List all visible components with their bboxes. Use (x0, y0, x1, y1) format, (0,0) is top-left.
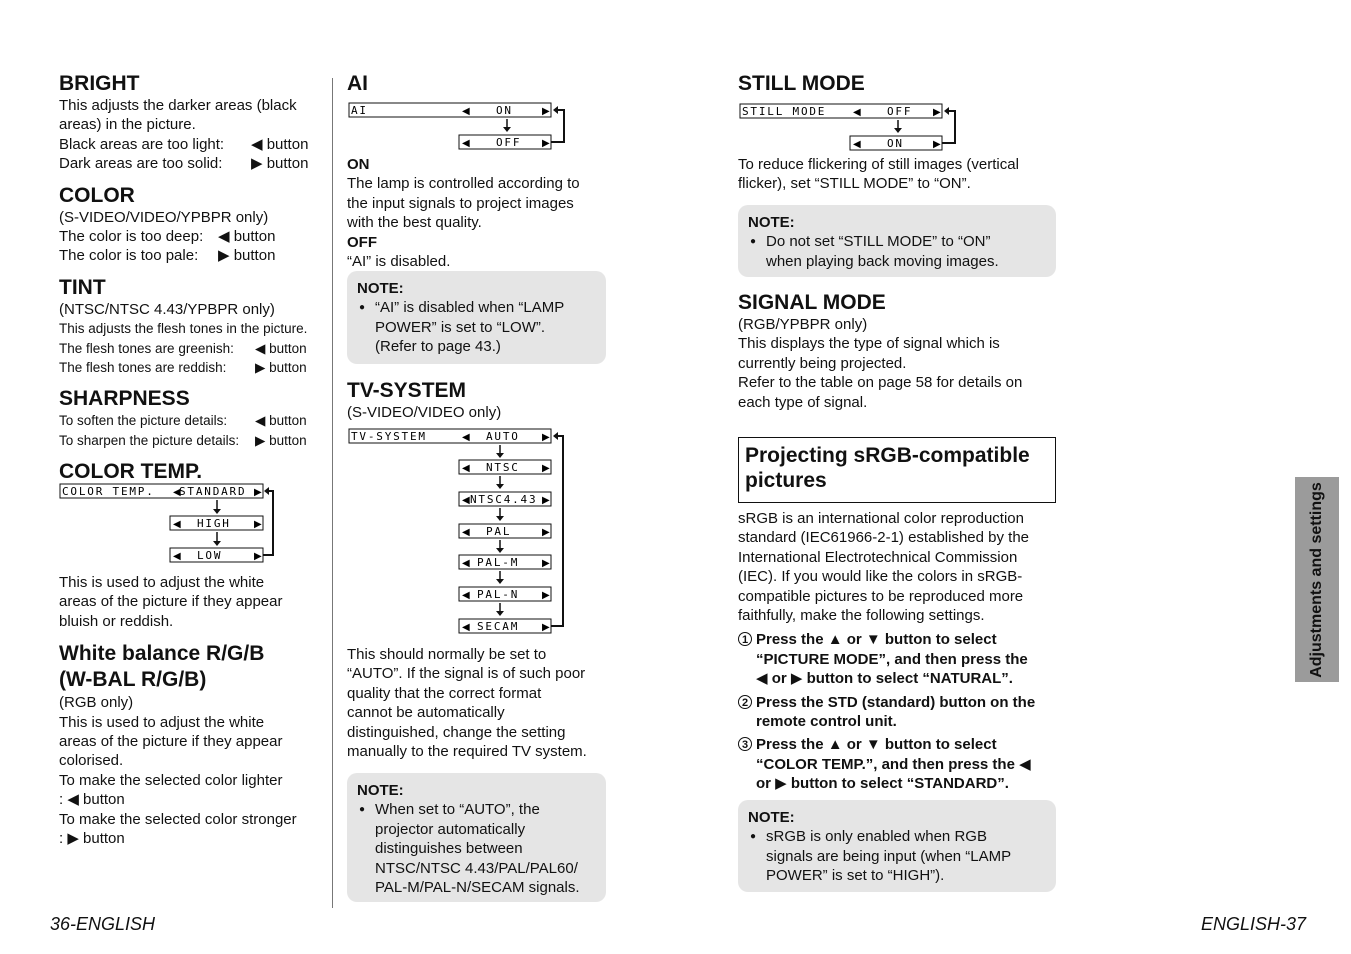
bright-heading: BRIGHT (59, 72, 140, 95)
ai-off-desc: “AI” is disabled. (347, 253, 451, 271)
color-temp-opt-standard: STANDARD (179, 485, 247, 498)
tv-opt-auto: AUTO (486, 430, 520, 443)
svg-text:◀: ◀ (853, 139, 861, 150)
tv-opt-pal-n: PAL-N (477, 588, 520, 601)
srgb-heading-1: Projecting sRGB-compatible (745, 444, 1030, 467)
color-temp-desc-1: This is used to adjust the white (59, 574, 265, 591)
side-tab-label: Adjustments and settings (1308, 481, 1325, 678)
svg-text:▶: ▶ (542, 495, 550, 506)
down-arrow-icon (496, 579, 504, 584)
still-mode-menu-diagram (739, 101, 961, 153)
svg-text:◀: ◀ (853, 107, 861, 118)
svg-text:▶: ▶ (542, 622, 550, 633)
left-arrow-icon (944, 107, 949, 115)
down-arrow-icon (894, 128, 902, 133)
bright-row-2-label: Dark areas are too solid: (59, 155, 223, 173)
step-3-line-3: or ▶ button to select “STANDARD”. (756, 775, 1009, 793)
tv-note-line-4: NTSC/NTSC 4.43/PAL/PAL60/ (375, 859, 578, 877)
ai-menu-diagram (348, 100, 570, 152)
svg-text:▶: ▶ (542, 527, 550, 538)
signal-desc-4: each type of signal. (738, 393, 868, 411)
page-number-right: ENGLISH-37 (1201, 914, 1307, 934)
color-temp-right-arrow-icon: ▶ (254, 487, 262, 498)
ai-opt-off: OFF (496, 136, 522, 149)
ai-note-title: NOTE: (357, 280, 404, 297)
tint-row-2-action: ▶ button (255, 360, 307, 376)
white-balance-desc-1: This is used to adjust the white (59, 713, 265, 731)
sharpness-row-2-action: ▶ button (255, 432, 307, 448)
down-arrow-icon (496, 611, 504, 616)
tv-system-scope: (S-VIDEO/VIDEO only) (347, 404, 502, 421)
ai-menu-label: AI (351, 104, 368, 117)
color-row-1-label: The color is too deep: (59, 228, 204, 246)
color-temp-desc-3: bluish or reddish. (59, 612, 174, 630)
svg-text:◀: ◀ (462, 558, 470, 569)
ai-note-line-1: ● “AI” is disabled when “LAMP (357, 298, 596, 317)
down-arrow-icon (503, 127, 511, 132)
ai-note (347, 271, 606, 364)
tv-note-title: NOTE: (357, 782, 404, 799)
step-number-1: 1 (738, 632, 752, 646)
color-temp-left-arrow-icon: ◀ (173, 487, 181, 498)
srgb-step-3 (738, 735, 1060, 793)
color-temp-heading: COLOR TEMP. (59, 460, 203, 484)
svg-text:▶: ▶ (542, 138, 550, 149)
srgb-para-2: standard (IEC61966-2-1) established by the (738, 529, 1030, 547)
still-mode-section (738, 72, 1058, 96)
srgb-note-line-3: POWER” is set to “HIGH”). (766, 867, 945, 885)
color-temp-menu-label: COLOR TEMP. (62, 485, 155, 498)
still-opt-off: OFF (887, 105, 913, 118)
tv-note-line-2: projector automatically (375, 820, 526, 838)
still-note-line-1: ● Do not set “STILL MODE” to “ON” (748, 232, 1046, 251)
tint-row-1-action: ◀ button (255, 340, 307, 356)
bright-desc-2: areas) in the picture. (59, 116, 196, 134)
ai-left-arrow-icon: ◀ (462, 106, 470, 117)
ai-right-arrow-icon: ▶ (542, 106, 550, 117)
white-balance-desc-2: areas of the picture if they appear (59, 733, 283, 751)
sharpness-row-1 (59, 411, 324, 430)
srgb-para-6: faithfully, make the following settings. (738, 607, 985, 625)
loop-arrow (942, 111, 955, 143)
down-arrow-icon (213, 509, 221, 514)
sharpness-row-2-label: To sharpen the picture details: (59, 432, 240, 448)
svg-text:▶: ▶ (254, 519, 262, 530)
ai-note-line-2: POWER” is set to “LOW”. (375, 318, 546, 336)
still-mode-heading: STILL MODE (738, 72, 865, 95)
tv-opt-secam: SECAM (477, 620, 520, 633)
bright-row-1-label: Black areas are too light: (59, 135, 225, 153)
bright-desc-1: This adjusts the darker areas (black (59, 97, 297, 114)
color-row-1-action: ◀ button (218, 228, 276, 246)
white-balance-desc-4: To make the selected color lighter (59, 771, 283, 789)
tv-opt-pal-m: PAL-M (477, 556, 520, 569)
svg-text:▶: ▶ (933, 107, 941, 118)
down-arrow-icon (496, 516, 504, 521)
bright-row-2-action: ▶ button (251, 155, 309, 173)
svg-text:▶: ▶ (542, 463, 550, 474)
tint-row-2 (59, 358, 324, 377)
tint-desc: This adjusts the flesh tones in the picture. (59, 321, 308, 337)
svg-text:◀: ◀ (462, 622, 470, 633)
srgb-note-line-2: signals are being input (when “LAMP (766, 847, 1012, 865)
loop-arrow (263, 491, 273, 555)
tv-note-line-3: distinguishes between (375, 840, 523, 858)
svg-text:▶: ▶ (542, 558, 550, 569)
bright-row-1 (59, 135, 324, 154)
tv-desc-5: distinguished, change the setting (347, 723, 566, 741)
step-1-line-2: “PICTURE MODE”, and then press the (756, 650, 1028, 668)
svg-text:◀: ◀ (462, 590, 470, 601)
tv-system-heading: TV-SYSTEM (347, 379, 467, 402)
tv-desc-1: This should normally be set to (347, 646, 547, 663)
tv-desc-4: cannot be automatically (347, 704, 505, 722)
ai-opt-on: ON (496, 104, 513, 117)
tint-row-2-label: The flesh tones are reddish: (59, 360, 227, 376)
signal-mode-section (738, 291, 1058, 412)
white-balance-heading-2: (W-BAL R/G/B) (59, 668, 207, 692)
svg-text:▶: ▶ (542, 432, 550, 443)
sharpness-heading: SHARPNESS (59, 387, 190, 411)
signal-desc-3: Refer to the table on page 58 for details on (738, 374, 1023, 392)
still-note-line-2: when playing back moving images. (766, 252, 999, 270)
tv-system-description (347, 645, 617, 761)
sharpness-row-2 (59, 431, 324, 450)
page-number-left: 36-ENGLISH (50, 914, 156, 934)
down-arrow-icon (496, 548, 504, 553)
still-desc-1: To reduce flickering of still images (vertical (738, 156, 1019, 173)
loop-arrow (551, 110, 564, 142)
white-balance-desc-7: : ▶ button (59, 830, 125, 848)
srgb-step-2 (738, 693, 1060, 732)
color-row-2-label: The color is too pale: (59, 247, 199, 265)
white-balance-desc-5: : ◀ button (59, 791, 125, 809)
color-row-2-action: ▶ button (218, 247, 276, 265)
still-note-title: NOTE: (748, 214, 795, 231)
ai-description (347, 155, 612, 271)
signal-desc-2: currently being projected. (738, 354, 907, 372)
color-temp-desc-2: areas of the picture if they appear (59, 593, 283, 611)
down-arrow-icon (213, 541, 221, 546)
srgb-para-1: sRGB is an international color reproduction (738, 510, 1024, 527)
srgb-heading-box (738, 437, 1056, 503)
color-row-1 (59, 227, 324, 246)
svg-text:▶: ▶ (254, 551, 262, 562)
tint-row-1-label: The flesh tones are greenish: (59, 340, 234, 356)
color-heading: COLOR (59, 183, 135, 207)
ai-on-desc-1: The lamp is controlled according to (347, 175, 580, 193)
ai-note-line-3: (Refer to page 43.) (375, 338, 501, 356)
left-arrow-icon (553, 432, 558, 440)
svg-text:◀: ◀ (173, 519, 181, 530)
step-2-line-2: remote control unit. (756, 713, 897, 731)
step-2-line-1: Press the STD (standard) button on the (756, 693, 1036, 711)
srgb-section (738, 509, 1060, 794)
white-balance-desc-6: To make the selected color stronger (59, 810, 297, 828)
still-mode-description (738, 155, 1058, 194)
left-arrow-icon (264, 487, 269, 495)
tv-desc-2: “AUTO”. If the signal is of such poor (347, 665, 586, 683)
tv-system-note (347, 773, 606, 902)
white-balance-scope: (RGB only) (59, 694, 134, 712)
svg-text:◀: ◀ (173, 551, 181, 562)
tv-note-line-5: PAL-M/PAL-N/SECAM signals. (375, 879, 580, 897)
loop-arrow (551, 436, 563, 626)
svg-text:◀: ◀ (462, 527, 470, 538)
tint-scope: (NTSC/NTSC 4.43/YPBPR only) (59, 300, 275, 318)
step-1-line-1: Press the ▲ or ▼ button to select (756, 631, 997, 649)
still-mode-note (738, 205, 1056, 277)
svg-text:▶: ▶ (542, 590, 550, 601)
ai-on-desc-3: with the best quality. (347, 214, 482, 232)
signal-desc-1: This displays the type of signal which is (738, 335, 1000, 353)
bright-row-1-action: ◀ button (251, 135, 309, 153)
sharpness-row-1-label: To soften the picture details: (59, 413, 228, 429)
step-3-line-1: Press the ▲ or ▼ button to select (756, 736, 997, 754)
left-column (59, 72, 324, 484)
still-mode-menu-label: STILL MODE (742, 105, 827, 118)
left-arrow-icon (553, 106, 558, 114)
color-temp-menu-diagram (59, 482, 279, 564)
tv-system-menu-label: TV-SYSTEM (351, 430, 427, 443)
tv-note-line-1: ● When set to “AUTO”, the (357, 800, 596, 819)
bright-row-2 (59, 154, 324, 173)
still-desc-2: flicker), set “STILL MODE” to “ON”. (738, 175, 971, 193)
color-scope: (S-VIDEO/VIDEO/YPBPR only) (59, 208, 269, 226)
down-arrow-icon (496, 453, 504, 458)
step-3-line-2: “COLOR TEMP.”, and then press the ◀ (756, 755, 1031, 773)
signal-scope: (RGB/YPBPR only) (738, 316, 868, 333)
tv-system-menu-diagram (348, 426, 570, 638)
section-side-tab (1295, 477, 1339, 682)
svg-text:◀: ◀ (462, 463, 470, 474)
tv-desc-6: manually to the required TV system. (347, 743, 587, 761)
column-divider (332, 78, 333, 908)
signal-mode-heading: SIGNAL MODE (738, 291, 886, 314)
ai-on-desc-2: the input signals to project images (347, 194, 574, 212)
white-balance-desc-3: colorised. (59, 752, 124, 770)
step-number-2: 2 (738, 695, 752, 709)
step-1-line-3: ◀ or ▶ button to select “NATURAL”. (756, 670, 1013, 688)
ai-on-title: ON (347, 156, 370, 173)
left-column-lower (59, 573, 324, 848)
srgb-para-4: (IEC). If you would like the colors in sRGB- (738, 568, 1023, 586)
srgb-step-1 (738, 630, 1060, 688)
svg-text:◀: ◀ (462, 432, 470, 443)
srgb-para-5: compatible pictures to be reproduced more (738, 587, 1024, 605)
srgb-note-line-1: ● sRGB is only enabled when RGB (748, 827, 1046, 846)
tv-system-section (347, 379, 612, 422)
still-opt-on: ON (887, 137, 904, 150)
color-row-2 (59, 246, 324, 265)
ai-off-title: OFF (347, 233, 377, 251)
white-balance-heading-1: White balance R/G/B (59, 642, 265, 666)
ai-heading: AI (347, 72, 368, 95)
sharpness-row-1-action: ◀ button (255, 413, 307, 429)
svg-text:▶: ▶ (933, 139, 941, 150)
svg-text:◀: ◀ (462, 495, 470, 506)
srgb-note (738, 800, 1056, 892)
tv-opt-ntsc: NTSC (486, 461, 520, 474)
tv-opt-pal: PAL (486, 525, 512, 538)
srgb-note-title: NOTE: (748, 809, 795, 826)
middle-column (347, 72, 612, 96)
srgb-para-3: International Electrotechnical Commission (738, 548, 1018, 566)
down-arrow-icon (496, 484, 504, 489)
step-number-3: 3 (738, 737, 752, 751)
srgb-heading-2: pictures (745, 469, 827, 492)
tv-opt-ntsc443: NTSC4.43 (470, 493, 538, 506)
color-temp-opt-low: LOW (197, 549, 223, 562)
tv-desc-3: quality that the correct format (347, 684, 542, 702)
color-temp-opt-high: HIGH (197, 517, 231, 530)
svg-text:◀: ◀ (462, 138, 470, 149)
tint-heading: TINT (59, 275, 106, 299)
tint-row-1 (59, 339, 324, 358)
